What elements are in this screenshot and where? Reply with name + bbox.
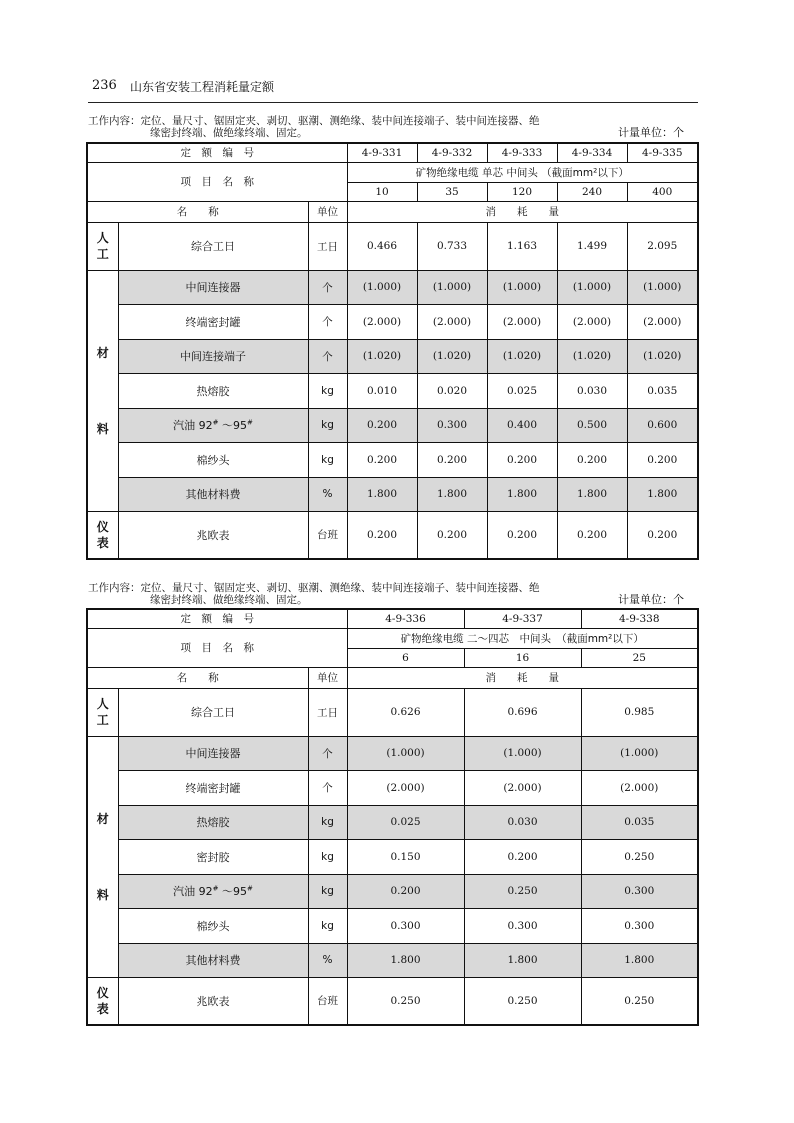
consumption-value: (2.000) bbox=[347, 305, 417, 340]
consumption-value: (2.000) bbox=[627, 305, 698, 340]
consumption-value: (1.000) bbox=[347, 736, 464, 771]
consumption-value: 0.500 bbox=[557, 408, 627, 443]
section-size: 35 bbox=[417, 182, 487, 201]
consumption-value: 0.030 bbox=[557, 374, 627, 409]
item-name-label: 项 目 名 称 bbox=[87, 628, 347, 667]
material-row bbox=[87, 909, 698, 944]
resource-name: 终端密封罐 bbox=[118, 305, 308, 340]
consumption-value: 0.300 bbox=[417, 408, 487, 443]
material-row bbox=[87, 270, 698, 305]
resource-name: 其他材料费 bbox=[118, 943, 308, 978]
category-materials bbox=[87, 270, 118, 512]
quota-code: 4-9-337 bbox=[464, 609, 581, 628]
labor-row bbox=[87, 222, 698, 270]
quota-table-2 bbox=[86, 608, 699, 1026]
consumption-value: 1.800 bbox=[347, 477, 417, 512]
resource-name: 兆欧表 bbox=[118, 978, 308, 1025]
resource-unit: kg bbox=[308, 874, 347, 909]
material-row bbox=[87, 374, 698, 409]
section-size: 400 bbox=[627, 182, 698, 201]
material-row bbox=[87, 736, 698, 771]
consumption-value: 0.035 bbox=[581, 805, 698, 840]
consumption-value: 1.800 bbox=[347, 943, 464, 978]
section-size: 120 bbox=[487, 182, 557, 201]
consumption-value: (1.020) bbox=[347, 339, 417, 374]
section-size: 240 bbox=[557, 182, 627, 201]
quota-code: 4-9-333 bbox=[487, 143, 557, 162]
resource-name: 热熔胶 bbox=[118, 805, 308, 840]
category-labor: 人 工 bbox=[87, 688, 118, 736]
material-row bbox=[87, 408, 698, 443]
material-row bbox=[87, 305, 698, 340]
resource-name: 兆欧表 bbox=[118, 512, 308, 559]
material-row bbox=[87, 805, 698, 840]
section-size: 25 bbox=[581, 648, 698, 667]
consumption-value: 0.200 bbox=[347, 512, 417, 559]
column-header-consumption: 消 耗 量 bbox=[347, 201, 698, 222]
column-header-name: 名 称 bbox=[87, 667, 308, 688]
column-header-unit: 单位 bbox=[308, 201, 347, 222]
consumption-value: 0.250 bbox=[464, 874, 581, 909]
work-content-2-line1: 工作内容：定位、量尺寸、锯固定夹、剥切、驱潮、测绝缘、装中间连接端子、装中间连接器、绝 bbox=[88, 582, 540, 594]
consumption-value: (1.000) bbox=[464, 736, 581, 771]
column-header-unit: 单位 bbox=[308, 667, 347, 688]
consumption-value: (2.000) bbox=[581, 771, 698, 806]
resource-unit: kg bbox=[308, 909, 347, 944]
quota-code: 4-9-336 bbox=[347, 609, 464, 628]
quota-code: 4-9-332 bbox=[417, 143, 487, 162]
resource-unit: 个 bbox=[308, 339, 347, 374]
resource-unit: 个 bbox=[308, 736, 347, 771]
resource-name: 热熔胶 bbox=[118, 374, 308, 409]
work-content-2-line2: 缘密封终端、做绝缘终端、固定。 bbox=[150, 594, 308, 606]
consumption-value: (1.000) bbox=[581, 736, 698, 771]
category-instrument: 仪 表 bbox=[87, 978, 118, 1025]
consumption-value: 0.010 bbox=[347, 374, 417, 409]
consumption-value: 0.300 bbox=[581, 874, 698, 909]
consumption-value: 2.095 bbox=[627, 222, 698, 270]
quota-table-1 bbox=[86, 142, 699, 560]
book-title: 山东省安装工程消耗量定额 bbox=[130, 80, 275, 94]
item-title: 矿物绝缘电缆 二～四芯 中间头 （截面mm²以下） bbox=[347, 628, 698, 648]
resource-unit: 个 bbox=[308, 771, 347, 806]
consumption-value: 0.300 bbox=[581, 909, 698, 944]
resource-name: 综合工日 bbox=[118, 688, 308, 736]
consumption-value: 0.200 bbox=[347, 874, 464, 909]
consumption-value: (1.020) bbox=[627, 339, 698, 374]
consumption-value: 0.200 bbox=[487, 443, 557, 478]
consumption-value: 1.800 bbox=[417, 477, 487, 512]
consumption-value: 0.200 bbox=[627, 512, 698, 559]
consumption-value: 0.696 bbox=[464, 688, 581, 736]
consumption-value: (1.000) bbox=[557, 270, 627, 305]
work-content-2 bbox=[88, 582, 698, 606]
consumption-value: 0.200 bbox=[417, 443, 487, 478]
consumption-value: 1.800 bbox=[487, 477, 557, 512]
consumption-value: 0.300 bbox=[347, 909, 464, 944]
consumption-value: 0.250 bbox=[464, 978, 581, 1025]
consumption-value: 1.800 bbox=[557, 477, 627, 512]
category-materials-bottom: 料 bbox=[96, 887, 109, 902]
category-materials-bottom: 料 bbox=[96, 421, 109, 436]
quota-code: 4-9-335 bbox=[627, 143, 698, 162]
consumption-value: 0.020 bbox=[417, 374, 487, 409]
consumption-value: 0.466 bbox=[347, 222, 417, 270]
resource-unit: % bbox=[308, 477, 347, 512]
quota-table-2-body bbox=[87, 609, 698, 1025]
consumption-value: 0.400 bbox=[487, 408, 557, 443]
consumption-value: 0.200 bbox=[417, 512, 487, 559]
resource-name: 中间连接器 bbox=[118, 270, 308, 305]
consumption-value: 0.626 bbox=[347, 688, 464, 736]
work-content-1-line1: 工作内容：定位、量尺寸、锯固定夹、剥切、驱潮、测绝缘、装中间连接端子、装中间连接器、绝 bbox=[88, 115, 540, 127]
material-row bbox=[87, 339, 698, 374]
consumption-value: 0.200 bbox=[347, 443, 417, 478]
resource-name: 棉纱头 bbox=[118, 909, 308, 944]
quota-label: 定 额 编 号 bbox=[87, 609, 347, 628]
page-header bbox=[88, 72, 698, 103]
item-title: 矿物绝缘电缆 单芯 中间头 （截面mm²以下） bbox=[347, 162, 698, 182]
consumption-value: 0.250 bbox=[347, 978, 464, 1025]
labor-row bbox=[87, 688, 698, 736]
quota-table-1-body bbox=[87, 143, 698, 559]
consumption-value: (1.000) bbox=[487, 270, 557, 305]
measure-unit-2: 计量单位：个 bbox=[618, 593, 684, 606]
resource-name: 汽油 92# ～95# bbox=[118, 874, 308, 909]
consumption-value: 0.150 bbox=[347, 840, 464, 875]
resource-name: 密封胶 bbox=[118, 840, 308, 875]
consumption-value: 1.800 bbox=[581, 943, 698, 978]
resource-unit: 台班 bbox=[308, 978, 347, 1025]
consumption-value: 1.163 bbox=[487, 222, 557, 270]
consumption-value: 0.200 bbox=[557, 443, 627, 478]
consumption-value: 0.200 bbox=[487, 512, 557, 559]
resource-name: 终端密封罐 bbox=[118, 771, 308, 806]
material-row bbox=[87, 477, 698, 512]
page-number: 236 bbox=[92, 78, 117, 93]
item-name-label: 项 目 名 称 bbox=[87, 162, 347, 201]
material-row bbox=[87, 771, 698, 806]
consumption-value: 0.600 bbox=[627, 408, 698, 443]
material-row bbox=[87, 943, 698, 978]
resource-name: 中间连接端子 bbox=[118, 339, 308, 374]
consumption-value: (1.020) bbox=[487, 339, 557, 374]
resource-unit: kg bbox=[308, 408, 347, 443]
category-materials bbox=[87, 736, 118, 978]
section-size: 10 bbox=[347, 182, 417, 201]
consumption-value: 1.800 bbox=[464, 943, 581, 978]
category-materials-top: 材 bbox=[96, 811, 109, 826]
consumption-value: (2.000) bbox=[557, 305, 627, 340]
consumption-value: 0.985 bbox=[581, 688, 698, 736]
resource-unit: kg bbox=[308, 805, 347, 840]
work-content-1 bbox=[88, 115, 698, 139]
consumption-value: (2.000) bbox=[487, 305, 557, 340]
consumption-value: (2.000) bbox=[347, 771, 464, 806]
quota-label: 定 额 编 号 bbox=[87, 143, 347, 162]
resource-unit: 台班 bbox=[308, 512, 347, 559]
resource-name: 中间连接器 bbox=[118, 736, 308, 771]
consumption-value: 0.733 bbox=[417, 222, 487, 270]
consumption-value: 0.250 bbox=[581, 840, 698, 875]
resource-unit: kg bbox=[308, 840, 347, 875]
consumption-value: (1.020) bbox=[417, 339, 487, 374]
consumption-value: 0.200 bbox=[464, 840, 581, 875]
consumption-value: 0.250 bbox=[581, 978, 698, 1025]
resource-unit: kg bbox=[308, 443, 347, 478]
instrument-row bbox=[87, 978, 698, 1025]
consumption-value: (1.020) bbox=[557, 339, 627, 374]
section-size: 16 bbox=[464, 648, 581, 667]
category-labor: 人 工 bbox=[87, 222, 118, 270]
consumption-value: 0.030 bbox=[464, 805, 581, 840]
consumption-value: (2.000) bbox=[417, 305, 487, 340]
category-instrument: 仪 表 bbox=[87, 512, 118, 559]
consumption-value: 1.499 bbox=[557, 222, 627, 270]
resource-name: 综合工日 bbox=[118, 222, 308, 270]
consumption-value: 0.025 bbox=[487, 374, 557, 409]
consumption-value: (1.000) bbox=[627, 270, 698, 305]
consumption-value: 1.800 bbox=[627, 477, 698, 512]
consumption-value: 0.200 bbox=[627, 443, 698, 478]
resource-unit: % bbox=[308, 943, 347, 978]
material-row bbox=[87, 840, 698, 875]
consumption-value: 0.035 bbox=[627, 374, 698, 409]
resource-unit: 工日 bbox=[308, 222, 347, 270]
quota-code: 4-9-331 bbox=[347, 143, 417, 162]
resource-name: 棉纱头 bbox=[118, 443, 308, 478]
material-row bbox=[87, 443, 698, 478]
resource-unit: 个 bbox=[308, 270, 347, 305]
consumption-value: (2.000) bbox=[464, 771, 581, 806]
consumption-value: (1.000) bbox=[347, 270, 417, 305]
column-header-consumption: 消 耗 量 bbox=[347, 667, 698, 688]
instrument-row bbox=[87, 512, 698, 559]
consumption-value: (1.000) bbox=[417, 270, 487, 305]
section-size: 6 bbox=[347, 648, 464, 667]
work-content-1-line2: 缘密封终端、做绝缘终端、固定。 bbox=[150, 127, 308, 139]
quota-code: 4-9-338 bbox=[581, 609, 698, 628]
consumption-value: 0.300 bbox=[464, 909, 581, 944]
resource-name: 其他材料费 bbox=[118, 477, 308, 512]
consumption-value: 0.025 bbox=[347, 805, 464, 840]
quota-code: 4-9-334 bbox=[557, 143, 627, 162]
resource-name: 汽油 92# ～95# bbox=[118, 408, 308, 443]
resource-unit: kg bbox=[308, 374, 347, 409]
resource-unit: 个 bbox=[308, 305, 347, 340]
category-materials-top: 材 bbox=[96, 345, 109, 360]
consumption-value: 0.200 bbox=[347, 408, 417, 443]
column-header-name: 名 称 bbox=[87, 201, 308, 222]
measure-unit-1: 计量单位：个 bbox=[618, 126, 684, 139]
resource-unit: 工日 bbox=[308, 688, 347, 736]
consumption-value: 0.200 bbox=[557, 512, 627, 559]
material-row bbox=[87, 874, 698, 909]
